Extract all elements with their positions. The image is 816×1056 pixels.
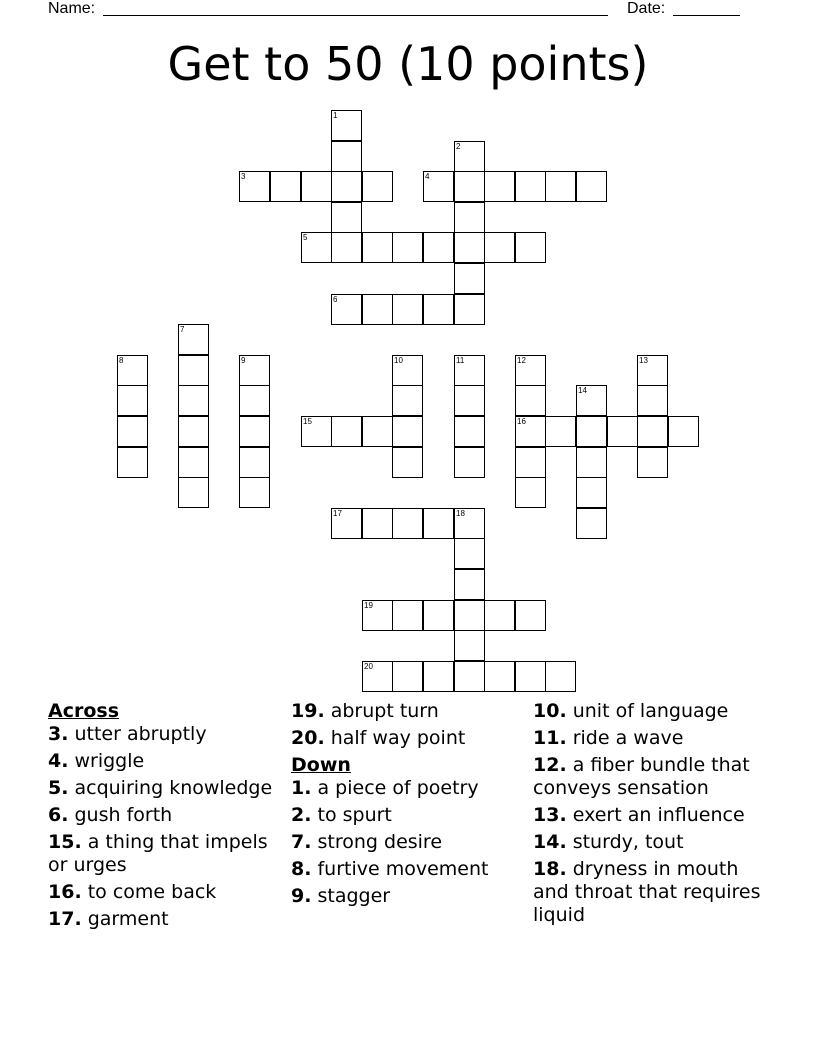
crossword-cell[interactable] (178, 416, 209, 447)
crossword-cell[interactable] (239, 416, 270, 447)
cell-number: 2 (456, 142, 461, 151)
clue-item (48, 831, 278, 877)
crossword-cell[interactable] (515, 416, 546, 447)
crossword-cell[interactable] (607, 416, 638, 447)
down-clue-list-continued (533, 700, 773, 927)
clue-number: 19. (291, 700, 325, 722)
across-heading: Across (48, 700, 120, 722)
crossword-cell[interactable] (423, 661, 454, 692)
clue-number: 1. (291, 777, 312, 799)
crossword-cell[interactable] (484, 661, 515, 692)
clue-number: 5. (48, 777, 69, 799)
cell-number: 14 (578, 386, 587, 395)
crossword-cell[interactable] (301, 232, 332, 263)
crossword-cell[interactable] (454, 355, 485, 386)
cell-number: 8 (119, 356, 124, 365)
crossword-cell[interactable] (392, 416, 423, 447)
clue-item (533, 804, 773, 827)
crossword-cell[interactable] (331, 294, 362, 325)
crossword-cell[interactable] (454, 385, 485, 416)
clue-item (291, 831, 516, 854)
crossword-cell[interactable] (392, 355, 423, 386)
clue-number: 14. (533, 831, 567, 853)
crossword-cell[interactable] (423, 232, 454, 263)
crossword-cell[interactable] (576, 447, 607, 478)
cell-number: 1 (333, 111, 338, 120)
crossword-cell[interactable] (331, 110, 362, 141)
clue-text: garment (81, 908, 169, 930)
cell-number: 16 (517, 417, 526, 426)
crossword-cell[interactable] (668, 416, 699, 447)
clue-text: acquiring knowledge (68, 777, 273, 799)
crossword-cell[interactable] (576, 171, 607, 202)
clue-item (291, 885, 516, 908)
across-clue-list-continued (291, 700, 516, 750)
clue-column-2 (291, 700, 516, 912)
clue-text: gush forth (68, 804, 173, 826)
crossword-cell[interactable] (515, 447, 546, 478)
clue-text: half way point (324, 727, 466, 749)
crossword-cell[interactable] (392, 294, 423, 325)
crossword-cell[interactable] (454, 232, 485, 263)
cell-number: 9 (241, 356, 246, 365)
clue-text: a piece of poetry (311, 777, 479, 799)
cell-number: 17 (333, 509, 342, 518)
cell-number: 12 (517, 356, 526, 365)
crossword-cell[interactable] (178, 447, 209, 478)
cell-number: 10 (394, 356, 403, 365)
clue-text: a thing that impels or urges (48, 831, 268, 876)
clue-number: 20. (291, 727, 325, 749)
clue-number: 3. (48, 723, 69, 745)
crossword-cell[interactable] (117, 447, 148, 478)
clue-number: 15. (48, 831, 82, 853)
crossword-cell[interactable] (576, 416, 607, 447)
cell-number: 20 (364, 662, 373, 671)
clue-item (291, 858, 516, 881)
clue-item (533, 754, 773, 800)
clue-text: strong desire (311, 831, 443, 853)
cell-number: 19 (364, 601, 373, 610)
crossword-cell[interactable] (117, 416, 148, 447)
crossword-cell[interactable] (454, 263, 485, 294)
crossword-cell[interactable] (362, 661, 393, 692)
crossword-cell[interactable] (454, 508, 485, 539)
clue-text: abrupt turn (324, 700, 439, 722)
crossword-cell[interactable] (423, 294, 454, 325)
crossword-cell[interactable] (392, 600, 423, 631)
clue-item (48, 777, 278, 800)
crossword-cell[interactable] (362, 171, 393, 202)
crossword-cell[interactable] (178, 385, 209, 416)
crossword-cell[interactable] (454, 600, 485, 631)
crossword-cell[interactable] (576, 385, 607, 416)
crossword-cell[interactable] (331, 508, 362, 539)
clue-item (533, 727, 773, 750)
crossword-cell[interactable] (178, 477, 209, 508)
cell-number: 3 (241, 172, 246, 181)
cell-number: 7 (180, 325, 185, 334)
clue-text: sturdy, tout (566, 831, 684, 853)
clue-number: 4. (48, 750, 69, 772)
clue-number: 11. (533, 727, 567, 749)
crossword-cell[interactable] (331, 202, 362, 233)
clue-item (48, 908, 278, 931)
crossword-cell[interactable] (515, 385, 546, 416)
crossword-cell[interactable] (637, 447, 668, 478)
clue-item (48, 723, 278, 746)
crossword-cell[interactable] (362, 508, 393, 539)
crossword-cell[interactable] (515, 600, 546, 631)
crossword-cell[interactable] (637, 416, 668, 447)
clue-item (48, 750, 278, 773)
crossword-cell[interactable] (392, 232, 423, 263)
crossword-cell[interactable] (545, 171, 576, 202)
cell-number: 5 (303, 233, 308, 242)
clue-text: stagger (311, 885, 391, 907)
cell-number: 18 (456, 509, 465, 518)
crossword-cell[interactable] (270, 171, 301, 202)
clue-text: to come back (81, 881, 217, 903)
cell-number: 6 (333, 295, 338, 304)
clue-item (533, 858, 773, 927)
date-label: Date: (627, 0, 666, 17)
clue-number: 16. (48, 881, 82, 903)
crossword-cell[interactable] (515, 232, 546, 263)
cell-number: 11 (456, 356, 465, 365)
crossword-cell[interactable] (239, 447, 270, 478)
cell-number: 15 (303, 417, 312, 426)
crossword-cell[interactable] (515, 171, 546, 202)
crossword-cell[interactable] (423, 508, 454, 539)
crossword-cell[interactable] (545, 661, 576, 692)
crossword-cell[interactable] (515, 661, 546, 692)
crossword-cell[interactable] (454, 141, 485, 172)
crossword-cell[interactable] (239, 171, 270, 202)
crossword-cell[interactable] (301, 171, 332, 202)
crossword-cell[interactable] (484, 600, 515, 631)
clue-number: 13. (533, 804, 567, 826)
clue-text: exert an influence (566, 804, 745, 826)
clue-text: utter abruptly (68, 723, 207, 745)
crossword-cell[interactable] (362, 600, 393, 631)
clue-item (533, 700, 773, 723)
cell-number: 4 (425, 172, 430, 181)
clue-number: 12. (533, 754, 567, 776)
crossword-cell[interactable] (423, 171, 454, 202)
crossword-cell[interactable] (576, 508, 607, 539)
clue-number: 9. (291, 885, 312, 907)
crossword-cell[interactable] (484, 232, 515, 263)
clue-number: 6. (48, 804, 69, 826)
crossword-cell[interactable] (178, 324, 209, 355)
crossword-cell[interactable] (454, 538, 485, 569)
clue-number: 2. (291, 804, 312, 826)
crossword-cell[interactable] (331, 232, 362, 263)
crossword-cell[interactable] (392, 447, 423, 478)
clue-number: 7. (291, 831, 312, 853)
down-clue-list (291, 777, 516, 908)
clue-column-1 (48, 700, 278, 935)
crossword-cell[interactable] (484, 171, 515, 202)
crossword-cell[interactable] (362, 294, 393, 325)
crossword-cell[interactable] (239, 477, 270, 508)
clue-text: wriggle (68, 750, 145, 772)
crossword-cell[interactable] (515, 355, 546, 386)
crossword-cell[interactable] (362, 416, 393, 447)
clue-item (48, 881, 278, 904)
clue-text: ride a wave (566, 727, 684, 749)
crossword-cell[interactable] (454, 630, 485, 661)
crossword-cell[interactable] (454, 447, 485, 478)
crossword-cell[interactable] (545, 416, 576, 447)
crossword-cell[interactable] (239, 355, 270, 386)
crossword-cell[interactable] (637, 355, 668, 386)
crossword-cell[interactable] (454, 202, 485, 233)
crossword-cell[interactable] (515, 477, 546, 508)
crossword-cell[interactable] (454, 294, 485, 325)
crossword-cell[interactable] (117, 355, 148, 386)
clue-number: 8. (291, 858, 312, 880)
crossword-cell[interactable] (423, 600, 454, 631)
clue-number: 10. (533, 700, 567, 722)
clue-text: furtive movement (311, 858, 489, 880)
clue-item (291, 700, 516, 723)
crossword-cell[interactable] (331, 141, 362, 172)
clue-text: to spurt (311, 804, 392, 826)
page-title: Get to 50 (10 points) (167, 37, 649, 91)
down-heading: Down (291, 754, 351, 776)
crossword-cell[interactable] (454, 171, 485, 202)
crossword-cell[interactable] (637, 385, 668, 416)
crossword-cell[interactable] (454, 661, 485, 692)
cell-number: 13 (639, 356, 648, 365)
across-clue-list (48, 723, 278, 931)
crossword-cell[interactable] (239, 385, 270, 416)
crossword-cell[interactable] (576, 477, 607, 508)
crossword-cell[interactable] (331, 416, 362, 447)
clue-item (48, 804, 278, 827)
clue-text: a fiber bundle that conveys sensation (533, 754, 750, 799)
clue-item (291, 727, 516, 750)
crossword-cell[interactable] (362, 232, 393, 263)
crossword-cell[interactable] (117, 385, 148, 416)
clue-item (533, 831, 773, 854)
crossword-cell[interactable] (331, 171, 362, 202)
crossword-cell[interactable] (454, 569, 485, 600)
name-label: Name: (48, 0, 96, 17)
crossword-cell[interactable] (454, 416, 485, 447)
clue-text: unit of language (566, 700, 729, 722)
crossword-cell[interactable] (392, 508, 423, 539)
crossword-cell[interactable] (392, 385, 423, 416)
clue-number: 18. (533, 858, 567, 880)
clue-text: dryness in mouth and throat that requires liquid (533, 858, 761, 926)
crossword-cell[interactable] (301, 416, 332, 447)
clue-number: 17. (48, 908, 82, 930)
clue-column-3 (533, 700, 773, 931)
clue-item (291, 804, 516, 827)
clue-item (291, 777, 516, 800)
crossword-cell[interactable] (392, 661, 423, 692)
crossword-cell[interactable] (178, 355, 209, 386)
